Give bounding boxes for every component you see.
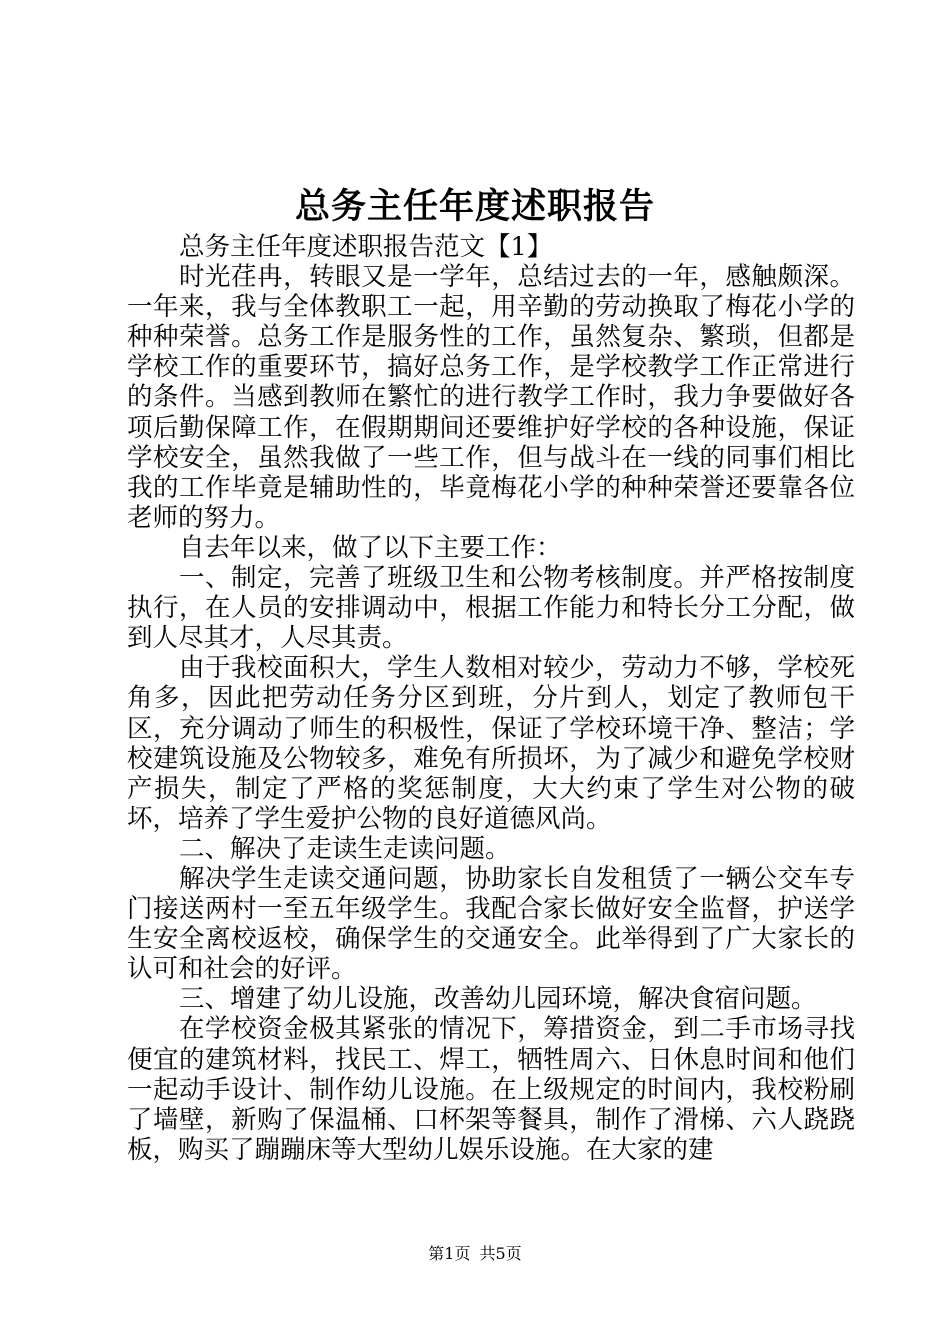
document-title: 总务主任年度述职报告 [294,186,655,227]
page-number: 第1页 [428,1244,471,1263]
total-pages: 共5页 [479,1244,522,1263]
document-body [127,232,855,1165]
paragraph-section-3-heading: 三、增建了幼儿设施，改善幼儿园环境，解决食宿问题。 [179,984,817,1015]
paragraph-work-summary: 自去年以来，做了以下主要工作： [179,532,562,563]
page-footer [0,1243,950,1265]
paragraph-subtitle: 总务主任年度述职报告范文【1】 [179,232,553,262]
paragraph-section-2-heading: 二、解决了走读生走读问题。 [179,833,511,864]
paragraph-section-3-detail: 在学校资金极其紧张的情况下，筹措资金，到二手市场寻找便宜的建筑材料，找民工、焊工，牺牲周六、日休息时间和他们一起动手设计、制作幼儿设施。在上级规定的时间内，我校粉刷了墙壁，新购了保温桶、口杯架等餐具，制作了滑梯、六人跷跷板，购买了蹦蹦床等大型幼儿娱乐设施。在大家的建 [127,1014,855,1165]
paragraph-intro: 时光荏冉，转眼又是一学年，总结过去的一年，感触颇深。一年来，我与全体教职工一起，用辛勤的劳动换取了梅花小学的种种荣誉。总务工作是服务性的工作，虽然复杂、繁琐，但都是学校工作的重要环节，搞好总务工作，是学校教学工作正常进行的条件。当感到教师在繁忙的进行教学工作时，我力争要做好各项后勤保障工作，在假期期间还要维护好学校的各种设施，保证学校安全，虽然我做了一些工作，但与战斗在一线的同事们相比我的工作毕竟是辅助性的，毕竟梅花小学的种种荣誉还要靠各位老师的努力。 [127,262,855,533]
paragraph-section-1-heading: 一、制定，完善了班级卫生和公物考核制度。并严格按制度执行，在人员的安排调动中，根据工作能力和特长分工分配，做到人尽其才，人尽其责。 [127,563,855,654]
paragraph-section-1-detail: 由于我校面积大，学生人数相对较少，劳动力不够，学校死角多，因此把劳动任务分区到班，分片到人，划定了教师包干区，充分调动了师生的积极性，保证了学校环境干净、整洁；学校建筑设施及公物较多，难免有所损坏，为了减少和避免学校财产损失，制定了严格的奖惩制度，大大约束了学生对公物的破坏，培养了学生爱护公物的良好道德风尚。 [127,653,855,834]
paragraph-section-2-detail: 解决学生走读交通问题，协助家长自发租赁了一辆公交车专门接送两村一至五年级学生。我配合家长做好安全监督，护送学生安全离校返校，确保学生的交通安全。此举得到了广大家长的认可和社会的好评。 [127,863,855,985]
